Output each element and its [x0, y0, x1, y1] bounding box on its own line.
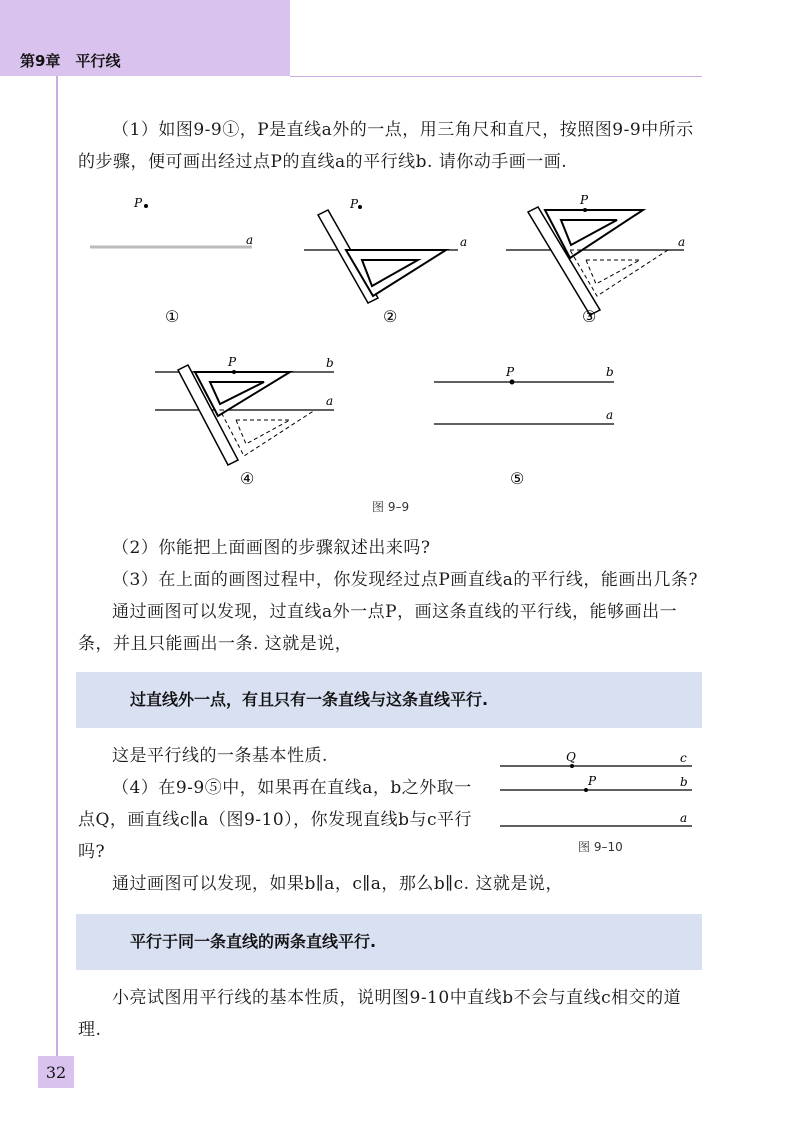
svg-text:b: b [606, 365, 614, 379]
paragraph-conclusion-1: 通过画图可以发现，过直线a外一点P，画这条直线的平行线，能够画出一条，并且只能画出一条. 这就是说， [78, 602, 678, 654]
paragraph-exercise: 小亮试图用平行线的基本性质，说明图9-10中直线b不会与直线c相交的道理. [78, 988, 682, 1040]
figure-9-10-caption: 图 9–10 [578, 840, 623, 854]
paragraph-conclusion-2: 通过画图可以发现，如果b∥a，c∥a，那么b∥c. 这就是说， [112, 874, 563, 894]
point-q-label: Q [566, 750, 576, 764]
paragraph-step-4: （4）在9-9⑤中，如果再在直线a，b之外取一点Q，画直线c∥a（图9-10），你发现直线b与c平行吗? [78, 778, 473, 862]
step2-a-label: a [460, 235, 468, 249]
step-label-4: ④ [240, 469, 255, 488]
paragraph-step-3: （3）在上面的画图过程中，你发现经过点P画直线a的平行线，能画出几条? [112, 570, 699, 590]
property-box-1 [76, 672, 702, 728]
property-box-2 [76, 914, 702, 970]
step1-point-p [144, 204, 148, 208]
step-1-drawing [90, 196, 253, 247]
svg-text:a: a [326, 394, 334, 408]
paragraph-step-1: （1）如图9-9①，P是直线a外的一点，用三角尺和直尺，按照图9-9中所示的步骤，便可画出经过点P的直线a的平行线b. 请你动手画一画. [78, 120, 694, 172]
step1-p-label: P [134, 196, 143, 210]
header-rule [290, 76, 702, 77]
step1-a-label: a [246, 233, 254, 247]
svg-text:a: a [606, 408, 614, 422]
point-p [584, 788, 588, 792]
margin-rule [56, 76, 58, 1056]
figure-9-9-caption: 图 9–9 [372, 500, 410, 514]
chapter-title: 第9章 平行线 [20, 52, 121, 70]
paragraph-property-note: 这是平行线的一条基本性质. [112, 746, 328, 766]
line-a-label: a [680, 811, 688, 825]
svg-text:P: P [580, 193, 589, 207]
page-number: 32 [38, 1056, 74, 1088]
step-2-drawing [304, 197, 467, 303]
paragraph-step-2: （2）你能把上面画图的步骤叙述出来吗? [112, 538, 431, 558]
step-label-5: ⑤ [510, 469, 525, 488]
svg-text:P: P [228, 355, 237, 369]
point-q [570, 764, 574, 768]
step-4-drawing [155, 355, 334, 465]
property-text-2: 平行于同一条直线的两条直线平行. [130, 932, 377, 951]
point-p-label: P [588, 774, 597, 788]
figure-9-10 [496, 748, 696, 834]
step2-p-label: P [350, 197, 359, 211]
svg-text:P: P [506, 365, 515, 379]
step-label-1: ① [165, 307, 180, 326]
step-3-drawing [506, 193, 685, 315]
svg-text:a: a [678, 235, 686, 249]
step-label-2: ② [383, 307, 398, 326]
line-c-label: c [680, 751, 687, 765]
figure-9-9 [80, 180, 720, 520]
property-text-1: 过直线外一点，有且只有一条直线与这条直线平行. [130, 690, 489, 709]
step-label-3: ③ [582, 307, 597, 326]
step-5-drawing [434, 365, 614, 424]
svg-text:b: b [326, 356, 334, 370]
line-b-label: b [680, 775, 688, 789]
